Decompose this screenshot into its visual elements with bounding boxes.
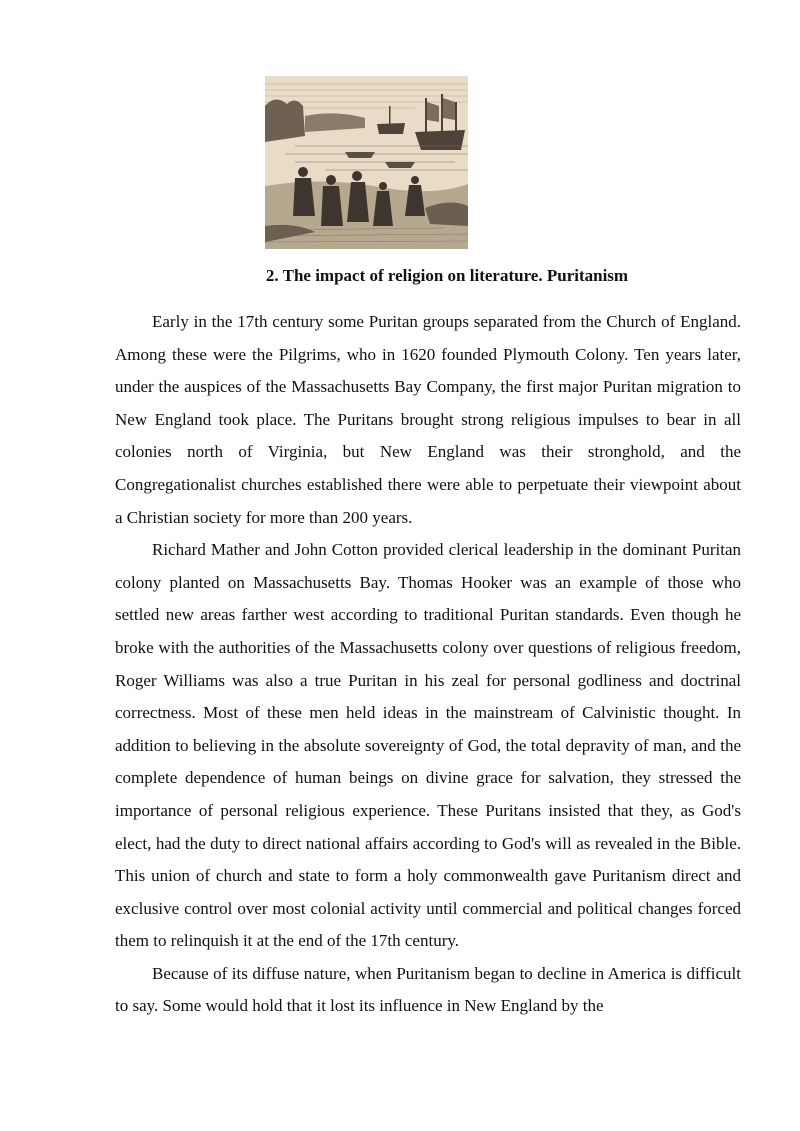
pilgrims-landing-illustration <box>265 76 468 249</box>
engraving-image <box>265 76 468 249</box>
paragraph: Richard Mather and John Cotton provided clerical leadership in the dominant Puritan colony planted on Massachusetts Bay. Thomas Hooker was an example of those who settled new areas farther west according to traditional Puritan standards. Even though he broke with the authorities of the Massachusetts colony over questions of religious freedom, Roger Williams was also a true Puritan in his zeal for personal godliness and doctrinal correctness. Most of these men held ideas in the mainstream of Calvinistic thought. In addition to believing in the absolute sovereignty of God, the total depravity of man, and the complete dependence of human beings on divine grace for salvation, they stressed the importance of personal religious experience. These Puritans insisted that they, as God's elect, had the duty to direct national affairs according to God's will as revealed in the Bible. This union of church and state to form a holy commonwealth gave Puritanism direct and exclusive control over most colonial activity until commercial and political changes forced them to relinquish it at the end of the 17th century. <box>115 540 741 951</box>
body-text <box>115 306 741 1023</box>
paragraph: Because of its diffuse nature, when Puritanism began to decline in America is difficult to say. Some would hold that it lost its influence in New England by the <box>115 963 741 1016</box>
paragraph: Early in the 17th century some Puritan groups separated from the Church of England. Among these were the Pilgrims, who in 1620 founded Plymouth Colony. Ten years later, under the auspices of the Massachusetts Bay Company, the first major Puritan migration to New England took place. The Puritans brought strong religious impulses to bear in all colonies north of Virginia, but New England was their stronghold, and the Congregationalist churches established there were able to perpetuate their viewpoint about a Christian society for more than 200 years. <box>115 312 741 527</box>
section-heading: 2. The impact of religion on literature. Puritanism <box>265 266 629 285</box>
